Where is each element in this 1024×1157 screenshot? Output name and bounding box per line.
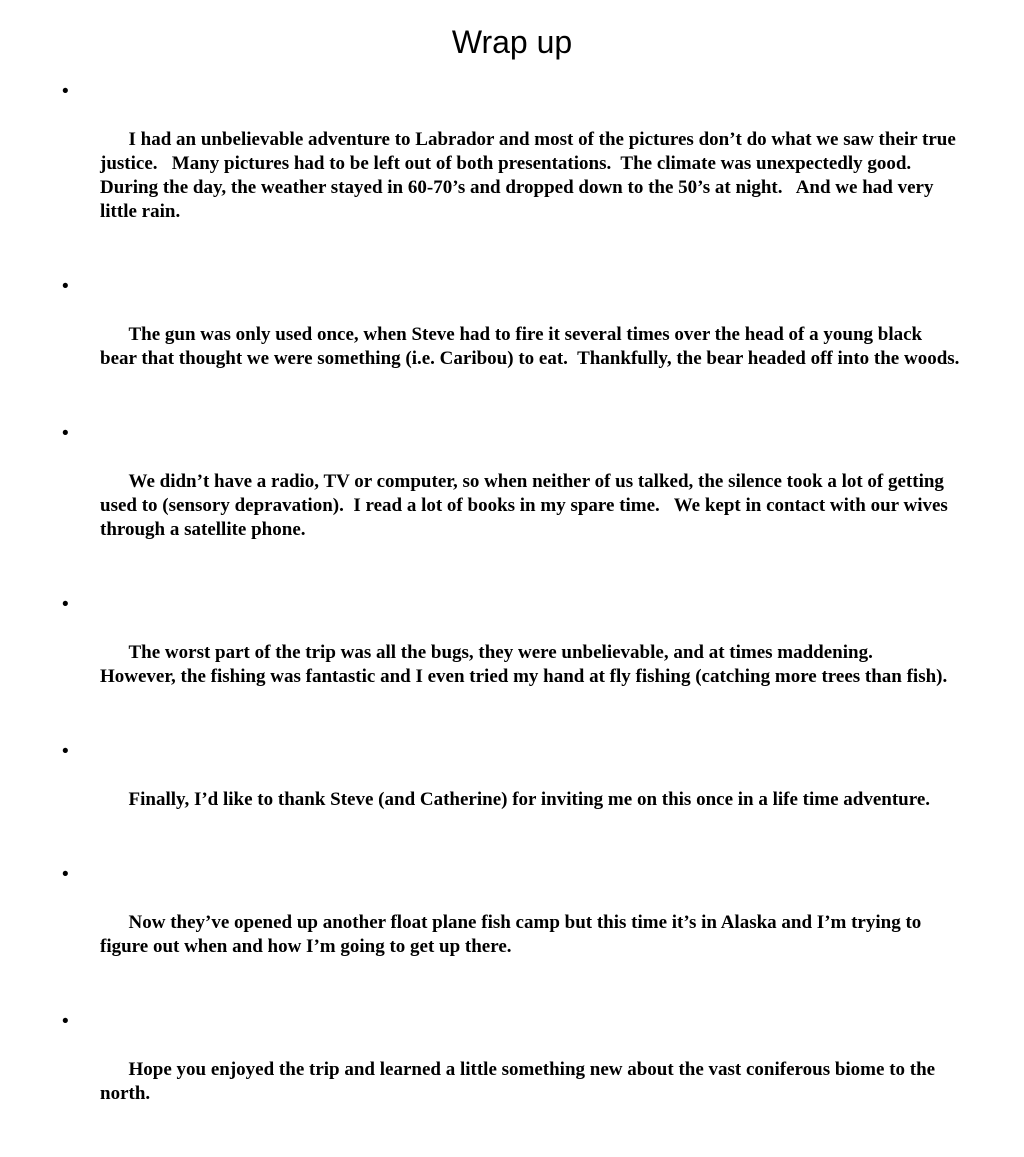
bullet-item: [62, 1010, 962, 1130]
bullet-text: The worst part of the trip was all the bugs, they were unbelievable, and at times maddening. However, the fishing was fantastic and I even tried my hand at fly fishing (catching more trees than fish).: [100, 642, 948, 687]
bullet-icon: •: [62, 594, 69, 615]
bullet-item: [62, 740, 962, 836]
bullet-icon: •: [62, 423, 69, 444]
bullet-icon: •: [62, 81, 69, 102]
bullet-text: We didn’t have a radio, TV or computer, so when neither of us talked, the silence took a lot of getting used to (sensory depravation). I read a lot of books in my spare time. We kept in contact with our wives through a satellite phone.: [100, 471, 953, 540]
bullet-icon: •: [62, 741, 69, 762]
bullet-text: Hope you enjoyed the trip and learned a little something new about the vast coniferous biome to the north.: [100, 1059, 940, 1104]
bullet-text: Finally, I’d like to thank Steve (and Catherine) for inviting me on this once in a life time adventure.: [128, 789, 931, 810]
bullet-text: The gun was only used once, when Steve had to fire it several times over the head of a young black bear that thought we were something (i.e. Caribou) to eat. Thankfully, the bear headed off into the woods.: [100, 324, 960, 369]
bullet-item: [62, 422, 962, 566]
bullet-item: [62, 863, 962, 983]
bullet-item: [62, 80, 962, 248]
bullet-item: [62, 593, 962, 713]
slide-title: Wrap up: [451, 24, 573, 60]
bullet-text: Now they’ve opened up another float plane fish camp but this time it’s in Alaska and I’m trying to figure out when and how I’m going to get up there.: [100, 912, 927, 957]
bullet-icon: •: [62, 864, 69, 885]
bullet-icon: •: [62, 276, 69, 297]
bullet-icon: •: [62, 1011, 69, 1032]
bullet-text: I had an unbelievable adventure to Labrador and most of the pictures don’t do what we saw their true justice. Many pictures had to be left out of both presentations. The climate was unexpectedly good. During the day, the weather stayed in 60-70’s and dropped down to the 50’s at night. And we had very little rain.: [100, 129, 961, 222]
bullet-list: [62, 80, 962, 1157]
bullet-item: [62, 275, 962, 395]
